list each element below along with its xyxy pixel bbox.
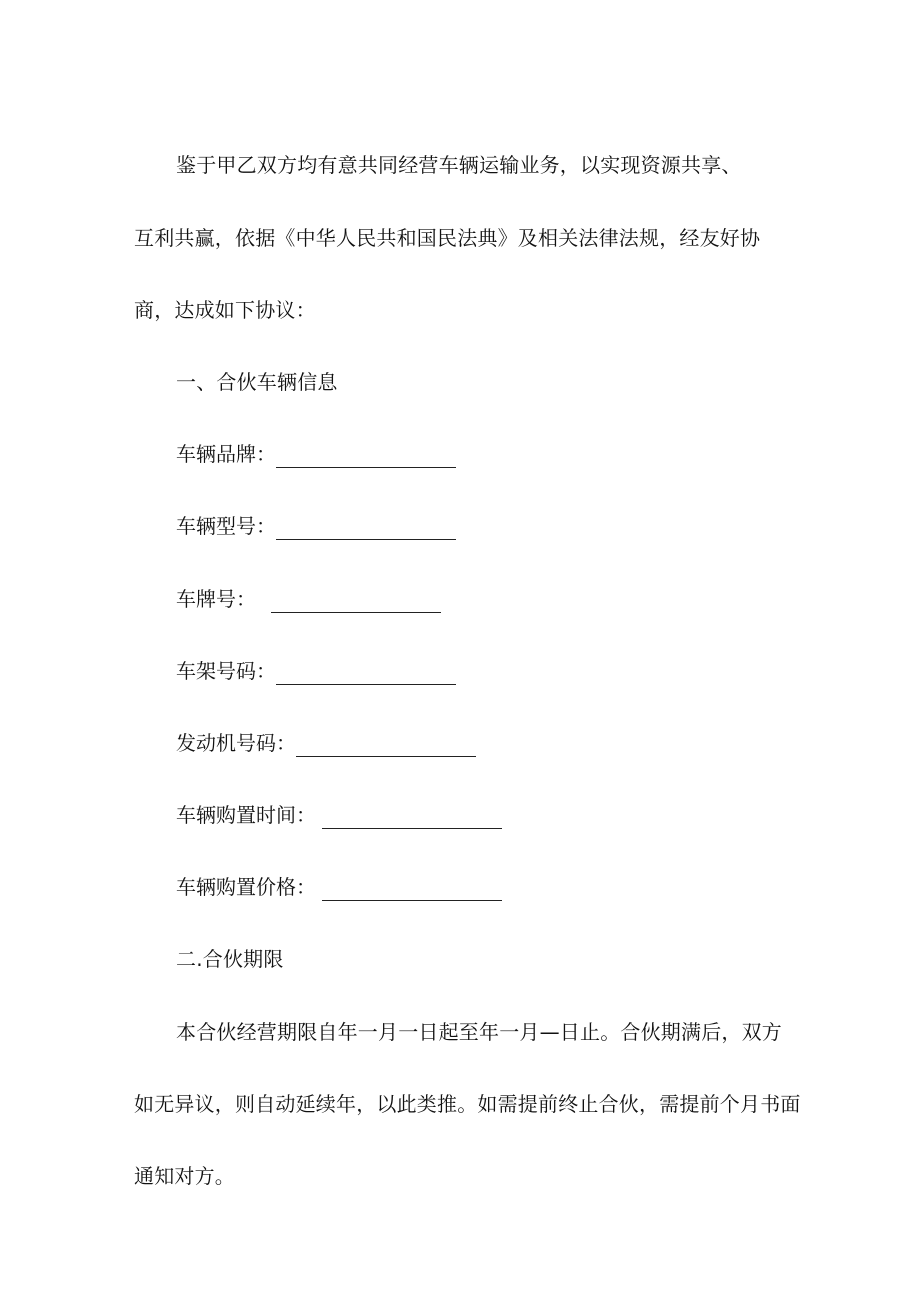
field-purchase-time bbox=[176, 801, 502, 829]
field-vin bbox=[176, 657, 456, 685]
fill-blank[interactable] bbox=[271, 590, 441, 613]
field-plate-number bbox=[176, 585, 441, 613]
section2-line-2: 如无异议，则自动延续年，以此类推。如需提前终止合伙，需提前个月书面 bbox=[134, 1092, 801, 1116]
field-vehicle-model bbox=[176, 512, 456, 540]
field-engine-number bbox=[176, 729, 476, 757]
intro-line-1: 鉴于甲乙双方均有意共同经营车辆运输业务，以实现资源共享、 bbox=[176, 153, 742, 177]
field-vehicle-brand bbox=[176, 440, 456, 468]
field-label: 车辆型号： bbox=[176, 514, 276, 538]
intro-line-2: 互利共赢，依据《中华人民共和国民法典》及相关法律法规，经友好协 bbox=[134, 226, 761, 250]
field-label: 车架号码： bbox=[176, 659, 276, 683]
fill-blank[interactable] bbox=[276, 517, 456, 540]
field-label: 车辆品牌： bbox=[176, 442, 276, 466]
section2-heading: 二.合伙期限 bbox=[176, 947, 284, 971]
field-label: 车辆购置价格： bbox=[176, 875, 316, 899]
field-purchase-price bbox=[176, 873, 502, 901]
field-label: 发动机号码： bbox=[176, 731, 296, 755]
fill-blank[interactable] bbox=[322, 806, 502, 829]
field-label: 车辆购置时间： bbox=[176, 803, 316, 827]
fill-blank[interactable] bbox=[276, 662, 456, 685]
fill-blank[interactable] bbox=[322, 878, 502, 901]
fill-blank[interactable] bbox=[276, 445, 456, 468]
intro-line-3: 商，达成如下协议： bbox=[134, 298, 316, 322]
section2-line-1: 本合伙经营期限自年一月一日起至年一月—日止。合伙期满后，双方 bbox=[176, 1020, 782, 1044]
section1-heading: 一、合伙车辆信息 bbox=[176, 370, 338, 394]
section2-line-3: 通知对方。 bbox=[134, 1164, 235, 1188]
fill-blank[interactable] bbox=[296, 734, 476, 757]
field-label: 车牌号： bbox=[176, 587, 256, 611]
